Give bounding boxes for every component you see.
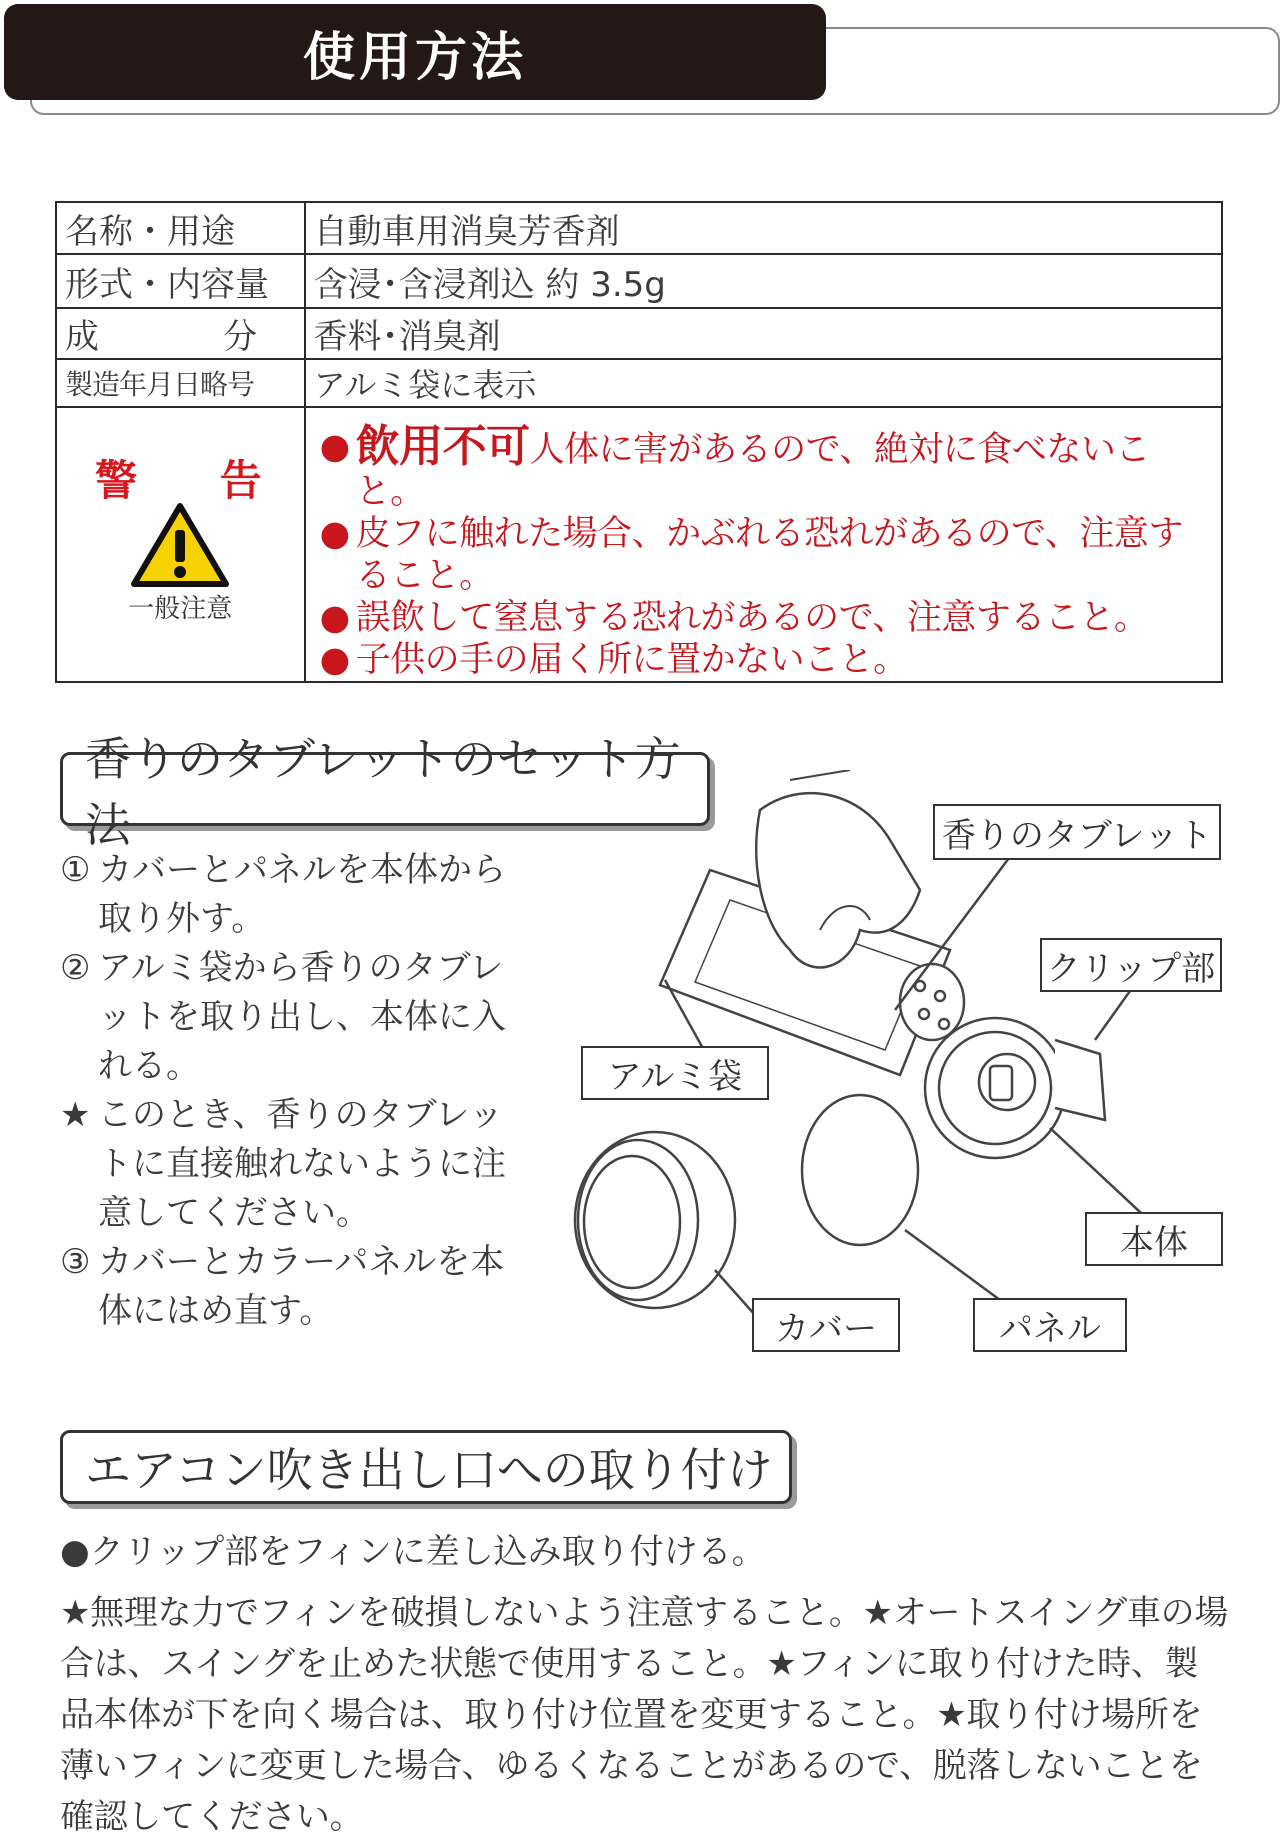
row-value: アルミ袋に表示 — [305, 359, 1222, 407]
step-text: アルミ袋から香りのタブレットを取り出し、本体に入れる。 — [98, 948, 506, 1086]
panel-shape — [802, 1095, 918, 1245]
row-label — [56, 308, 305, 359]
warning-triangle-icon — [130, 502, 230, 588]
step-item — [60, 944, 530, 1091]
warning-strong: 飲用不可 — [355, 421, 530, 472]
aircon-bullet: ●クリップ部をフィンに差し込み取り付ける。 — [60, 1532, 766, 1572]
callout-body: 本体 — [1085, 1212, 1223, 1266]
callout-panel: パネル — [973, 1298, 1127, 1352]
step-item — [60, 846, 530, 944]
warning-item — [319, 421, 1213, 513]
row-value: 含浸･含浸剤込 約 3.5g — [305, 254, 1222, 308]
step-text: カバーとカラーパネルを本体にはめ直す。 — [98, 1242, 505, 1331]
row-label-left: 成 — [65, 317, 99, 357]
step-mark: ② — [60, 948, 91, 988]
step-mark: ① — [60, 850, 91, 890]
warning-item — [320, 639, 1213, 681]
row-label: 形式・内容量 — [56, 254, 305, 308]
warning-text: 人体に害があるので、絶対に食べないこと。 — [355, 430, 1150, 512]
table-row — [56, 254, 1222, 308]
step-mark: ★ — [60, 1095, 91, 1135]
row-label-right: 分 — [223, 317, 257, 357]
step-item — [60, 1091, 530, 1238]
spec-table — [55, 201, 1223, 683]
body-shape — [925, 1018, 1065, 1158]
callout-tablet: 香りのタブレット — [933, 804, 1221, 860]
warning-subtitle: 一般注意 — [128, 594, 233, 624]
step-item — [60, 1238, 530, 1336]
row-label: 製造年月日略号 — [56, 359, 305, 407]
aircon-notes: ★無理な力でフィンを破損しないよう注意すること。★オートスイング車の場合は、スイングを止めた状態で使用すること。★フィンに取り付けた時、製品本体が下を向く場合は、取り付け位置を変更すること。★取り付け場所を薄いフィンに変更した場合、ゆるくなることがあるので、脱落しないことを確認してください。 — [60, 1593, 1229, 1837]
aircon-section-title: エアコン吹き出し口への取り付け — [60, 1430, 792, 1504]
bullet-dot: ● — [319, 514, 350, 554]
warning-content-cell — [305, 407, 1222, 682]
warning-text: 皮フに触れた場合、かぶれる恐れがあるので、注意すること。 — [355, 514, 1183, 596]
warning-text: 誤飲して窒息する恐れがあるので、注意すること。 — [355, 598, 1149, 638]
warning-label-cell — [56, 407, 305, 682]
row-value: 香料･消臭剤 — [305, 308, 1222, 359]
bullet-dot: ● — [319, 598, 350, 638]
set-section-title: 香りのタブレットのセット方法 — [60, 752, 710, 826]
callout-clip: クリップ部 — [1040, 938, 1222, 992]
bullet-dot: ● — [319, 427, 350, 467]
step-text: このとき、香りのタブレットに直接触れないように注意してください。 — [98, 1095, 506, 1233]
bullet-dot: ● — [319, 640, 350, 680]
warning-row — [56, 407, 1222, 682]
table-row — [56, 359, 1222, 407]
callout-bag: アルミ袋 — [581, 1046, 769, 1100]
warning-item — [320, 597, 1213, 639]
page-title: 使用方法 — [4, 4, 826, 100]
set-steps — [60, 846, 530, 1336]
warning-text: 子供の手の届く所に置かないこと。 — [355, 640, 908, 680]
warning-item — [320, 513, 1213, 597]
row-value: 自動車用消臭芳香剤 — [305, 202, 1222, 254]
tablet-shape — [900, 964, 964, 1040]
table-row — [56, 202, 1222, 254]
step-mark: ③ — [60, 1242, 91, 1282]
row-label: 名称・用途 — [56, 202, 305, 254]
table-row — [56, 308, 1222, 359]
callout-cover: カバー — [752, 1298, 900, 1352]
warning-title: 警 告 — [95, 456, 296, 505]
step-text: カバーとパネルを本体から取り外す。 — [98, 850, 506, 939]
